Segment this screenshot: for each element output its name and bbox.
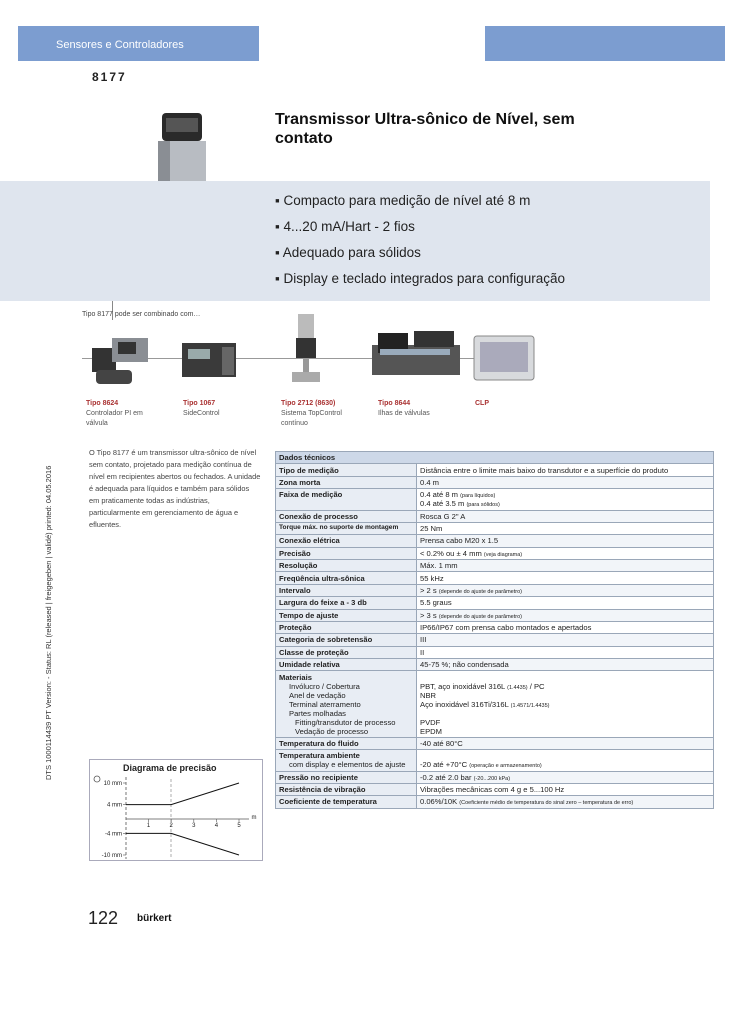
x-tick-label: 4 bbox=[214, 823, 219, 829]
y-tick-label: -10 mm bbox=[101, 853, 122, 859]
feature-bullet: ▪ Compacto para medição de nível até 8 m bbox=[275, 193, 531, 208]
table-row: Tipo de medição Distância entre o limite mais baixo do transdutor e a superfície do produto bbox=[276, 464, 714, 476]
table-row: Resolução Máx. 1 mm bbox=[276, 560, 714, 572]
table-row: Umidade relativa 45-75 %; não condensada bbox=[276, 659, 714, 671]
combination-caption: Tipo 8177 pode ser combinado com… bbox=[82, 311, 201, 318]
table-row: Materiais Invólucro / Cobertura Anel de vedação Terminal aterramento Partes molhadas Fitting/transdutor de processo Vedação de processo PBT, aço inoxidável 316L (1.4435) / PC NBR Aço inoxidável 316Ti/316L (1.4571/1.4435) PVDF EPDM bbox=[276, 671, 714, 737]
feature-bullet: ▪ 4...20 mA/Hart - 2 fios bbox=[275, 219, 415, 234]
section-title: Sensores e Controladores bbox=[56, 39, 184, 51]
table-row: Conexão de processo Rosca G 2" A bbox=[276, 510, 714, 522]
product-clp: CLP bbox=[475, 400, 489, 407]
product-1067-image bbox=[178, 335, 244, 385]
product-8624-image bbox=[82, 330, 154, 390]
feature-bullet: ▪ Display e teclado integrados para configuração bbox=[275, 271, 565, 286]
product-8644: Tipo 8644 Ilhas de válvulas bbox=[378, 400, 430, 417]
table-row: Resistência de vibração Vibrações mecânicas com 4 g e 5...100 Hz bbox=[276, 783, 714, 795]
print-status-sidebar: DTS 1000114439 PT Version: - Status: RL (released | freigegeben | validé) printed: 04.05.2016 bbox=[44, 465, 53, 780]
product-8624: Tipo 8624 Controlador PI em válvula bbox=[86, 400, 143, 427]
sensor-icon bbox=[94, 776, 100, 782]
product-clp-image bbox=[472, 330, 538, 384]
y-tick-label: 4 mm bbox=[107, 802, 122, 809]
table-row: Tempo de ajuste > 3 s (depende do ajuste de parâmetro) bbox=[276, 609, 714, 621]
product-2712-image bbox=[286, 312, 326, 388]
x-tick-label: 3 bbox=[192, 823, 196, 829]
table-row: Largura do feixe a - 3 db 5.5 graus bbox=[276, 597, 714, 609]
table-row: Intervalo > 2 s (depende do ajuste de parâmetro) bbox=[276, 584, 714, 596]
table-header: Dados técnicos bbox=[276, 452, 714, 464]
x-tick-label: 5 bbox=[237, 823, 241, 829]
page-title: Transmissor Ultra-sônico de Nível, sem contato bbox=[275, 111, 575, 147]
header-accent-bar bbox=[485, 26, 725, 61]
table-row: Torque máx. no suporte de montagem 25 Nm bbox=[276, 522, 714, 534]
table-row: Freqüência ultra-sônica 55 kHz bbox=[276, 572, 714, 584]
product-1067: Tipo 1067 SideControl bbox=[183, 400, 220, 417]
table-row: Conexão elétrica Prensa cabo M20 x 1.5 bbox=[276, 535, 714, 547]
accuracy-limit-line bbox=[126, 783, 239, 805]
product-8644-image bbox=[368, 325, 464, 387]
table-row: Categoria de sobretensão III bbox=[276, 634, 714, 646]
table-row: Pressão no recipiente -0.2 até 2.0 bar (-20...200 kPa) bbox=[276, 771, 714, 783]
feature-bullet: ▪ Adequado para sólidos bbox=[275, 245, 421, 260]
brand-logo: bürkert bbox=[137, 913, 172, 924]
table-row: Zona morta 0.4 m bbox=[276, 476, 714, 488]
table-row: Temperatura ambiente com display e elementos de ajuste -20 até +70°C (operação e armazenamento) bbox=[276, 750, 714, 771]
x-tick-label: 2 bbox=[169, 823, 173, 829]
product-description: O Tipo 8177 é um transmissor ultra-sônico de nível sem contato, projetado para medição contínua de nível em recipientes abertos ou fechados. A unidade é adequada para líquidos e também para sólidos em praticamente todas as indústrias, particularmente em gerenciamento de água e efluentes. bbox=[89, 448, 261, 529]
table-row: Coeficiente de temperatura 0.06%/10K (Coeficiente médio de temperatura do sinal zero – temperatura de erro) bbox=[276, 796, 714, 808]
technical-data-table bbox=[275, 451, 714, 809]
table-row: Classe de proteção II bbox=[276, 646, 714, 658]
precision-chart bbox=[89, 775, 261, 859]
table-row: Faixa de medição 0.4 até 8 m (para líquidos) 0.4 até 3.5 m (para sólidos) bbox=[276, 489, 714, 510]
table-row: Precisão < 0.2% ou ± 4 mm (veja diagrama) bbox=[276, 547, 714, 559]
table-row: Proteção IP66/IP67 com prensa cabo montados e apertados bbox=[276, 621, 714, 633]
y-tick-label: 10 mm bbox=[103, 781, 122, 787]
model-number: 8177 bbox=[92, 70, 127, 84]
table-row: Temperatura do fluido -40 até 80°C bbox=[276, 737, 714, 749]
page-number: 122 bbox=[88, 908, 119, 928]
accuracy-limit-line bbox=[126, 833, 239, 855]
y-tick-label: -4 mm bbox=[105, 831, 122, 838]
x-axis-label: m bbox=[251, 815, 257, 821]
chart-title: Diagrama de precisão bbox=[123, 763, 217, 773]
x-tick-label: 1 bbox=[146, 823, 151, 829]
product-2712: Tipo 2712 (8630) Sistema TopControl contínuo bbox=[281, 400, 342, 427]
section-header-bar bbox=[18, 26, 259, 61]
